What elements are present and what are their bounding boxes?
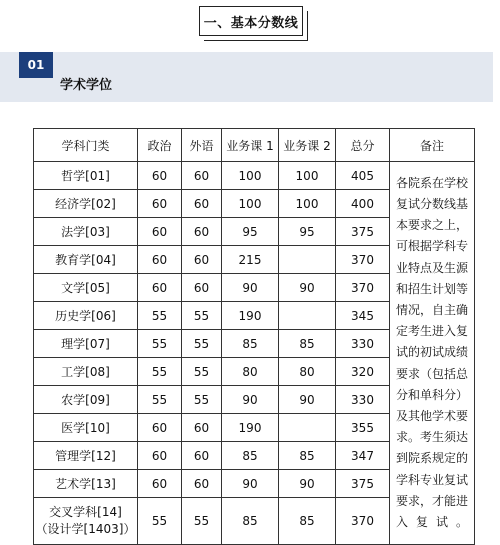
- table-cell: 85: [222, 442, 279, 470]
- table-cell: 农学[09]: [34, 386, 138, 414]
- table-cell: 215: [222, 246, 279, 274]
- table-cell: 哲学[01]: [34, 162, 138, 190]
- table-cell: 90: [222, 386, 279, 414]
- table-cell: 90: [222, 470, 279, 498]
- table-cell: 375: [336, 470, 390, 498]
- table-cell: 理学[07]: [34, 330, 138, 358]
- table-cell: 55: [138, 330, 182, 358]
- table-cell: 60: [182, 162, 222, 190]
- table-cell: 85: [279, 442, 336, 470]
- subsection-title: 学术学位: [60, 78, 113, 93]
- table-cell: 370: [336, 498, 390, 545]
- table-cell: 文学[05]: [34, 274, 138, 302]
- table-cell: 55: [182, 498, 222, 545]
- table-cell: [34, 498, 138, 545]
- score-table: [33, 128, 475, 545]
- header-cell: 学科门类: [34, 129, 138, 162]
- table-row: [34, 162, 475, 190]
- table-cell: 55: [182, 386, 222, 414]
- table-cell: 85: [222, 330, 279, 358]
- table-cell: 85: [279, 498, 336, 545]
- table-cell: 80: [222, 358, 279, 386]
- table-cell: 55: [138, 358, 182, 386]
- table-cell: 90: [279, 386, 336, 414]
- table-cell: 355: [336, 414, 390, 442]
- table-cell: 55: [138, 386, 182, 414]
- table-cell: [279, 246, 336, 274]
- table-cell: 60: [138, 218, 182, 246]
- table-cell: 90: [222, 274, 279, 302]
- table-cell: 95: [222, 218, 279, 246]
- table-cell: 60: [138, 190, 182, 218]
- table-cell: 90: [279, 470, 336, 498]
- table-cell: 医学[10]: [34, 414, 138, 442]
- table-cell: 60: [182, 442, 222, 470]
- table-cell: 100: [279, 162, 336, 190]
- table-cell: 400: [336, 190, 390, 218]
- table-cell: 190: [222, 414, 279, 442]
- table-cell: 60: [138, 442, 182, 470]
- header-cell: 业务课 2: [279, 129, 336, 162]
- table-cell: 60: [182, 190, 222, 218]
- table-cell: 100: [279, 190, 336, 218]
- table-cell: 80: [279, 358, 336, 386]
- table-cell: 55: [182, 330, 222, 358]
- table-cell: 85: [279, 330, 336, 358]
- table-cell: [279, 414, 336, 442]
- table-cell: 100: [222, 162, 279, 190]
- table-cell: 经济学[02]: [34, 190, 138, 218]
- table-cell: 60: [138, 414, 182, 442]
- table-cell: 60: [182, 414, 222, 442]
- remarks-cell: 各院系在学校复试分数线基本要求之上，可根据学科专业特点及生源和招生计划等情况，自主确定考生进入复试的初试成绩要求（包括总分和单科分）及其他学术要求。考生须达到院系规定的学科专业复试要求，才能进入复试。: [390, 162, 475, 545]
- table-cell: 330: [336, 386, 390, 414]
- table-cell: 330: [336, 330, 390, 358]
- table-cell: 55: [138, 498, 182, 545]
- table-cell: 55: [182, 302, 222, 330]
- table-cell: 60: [182, 246, 222, 274]
- header-cell: 总分: [336, 129, 390, 162]
- table-cell: 100: [222, 190, 279, 218]
- table-cell: 60: [182, 274, 222, 302]
- subject-name-line: 交叉学科[14]: [49, 505, 122, 519]
- section-heading: 一、基本分数线: [199, 6, 303, 36]
- header-cell: 备注: [390, 129, 475, 162]
- table-cell: 60: [182, 218, 222, 246]
- table-cell: 95: [279, 218, 336, 246]
- table-cell: 370: [336, 246, 390, 274]
- table-cell: 55: [182, 358, 222, 386]
- table-cell: 60: [138, 274, 182, 302]
- table-cell: 60: [138, 246, 182, 274]
- table-cell: 405: [336, 162, 390, 190]
- table-cell: 190: [222, 302, 279, 330]
- table-cell: 370: [336, 274, 390, 302]
- header-cell: 政治: [138, 129, 182, 162]
- table-cell: [279, 302, 336, 330]
- table-cell: 90: [279, 274, 336, 302]
- table-header-row: [34, 129, 475, 162]
- table-cell: 工学[08]: [34, 358, 138, 386]
- subsection-number-badge: 01: [19, 52, 53, 78]
- subject-subname-line: （设计学[1403]）: [35, 522, 136, 536]
- table-cell: 历史学[06]: [34, 302, 138, 330]
- table-cell: 法学[03]: [34, 218, 138, 246]
- table-cell: 艺术学[13]: [34, 470, 138, 498]
- table-cell: 60: [138, 470, 182, 498]
- table-cell: 教育学[04]: [34, 246, 138, 274]
- table-cell: 345: [336, 302, 390, 330]
- table-cell: 55: [138, 302, 182, 330]
- table-cell: 347: [336, 442, 390, 470]
- table-cell: 60: [138, 162, 182, 190]
- table-cell: 管理学[12]: [34, 442, 138, 470]
- header-cell: 业务课 1: [222, 129, 279, 162]
- table-cell: 375: [336, 218, 390, 246]
- header-cell: 外语: [182, 129, 222, 162]
- table-cell: 60: [182, 470, 222, 498]
- table-cell: 85: [222, 498, 279, 545]
- table-cell: 320: [336, 358, 390, 386]
